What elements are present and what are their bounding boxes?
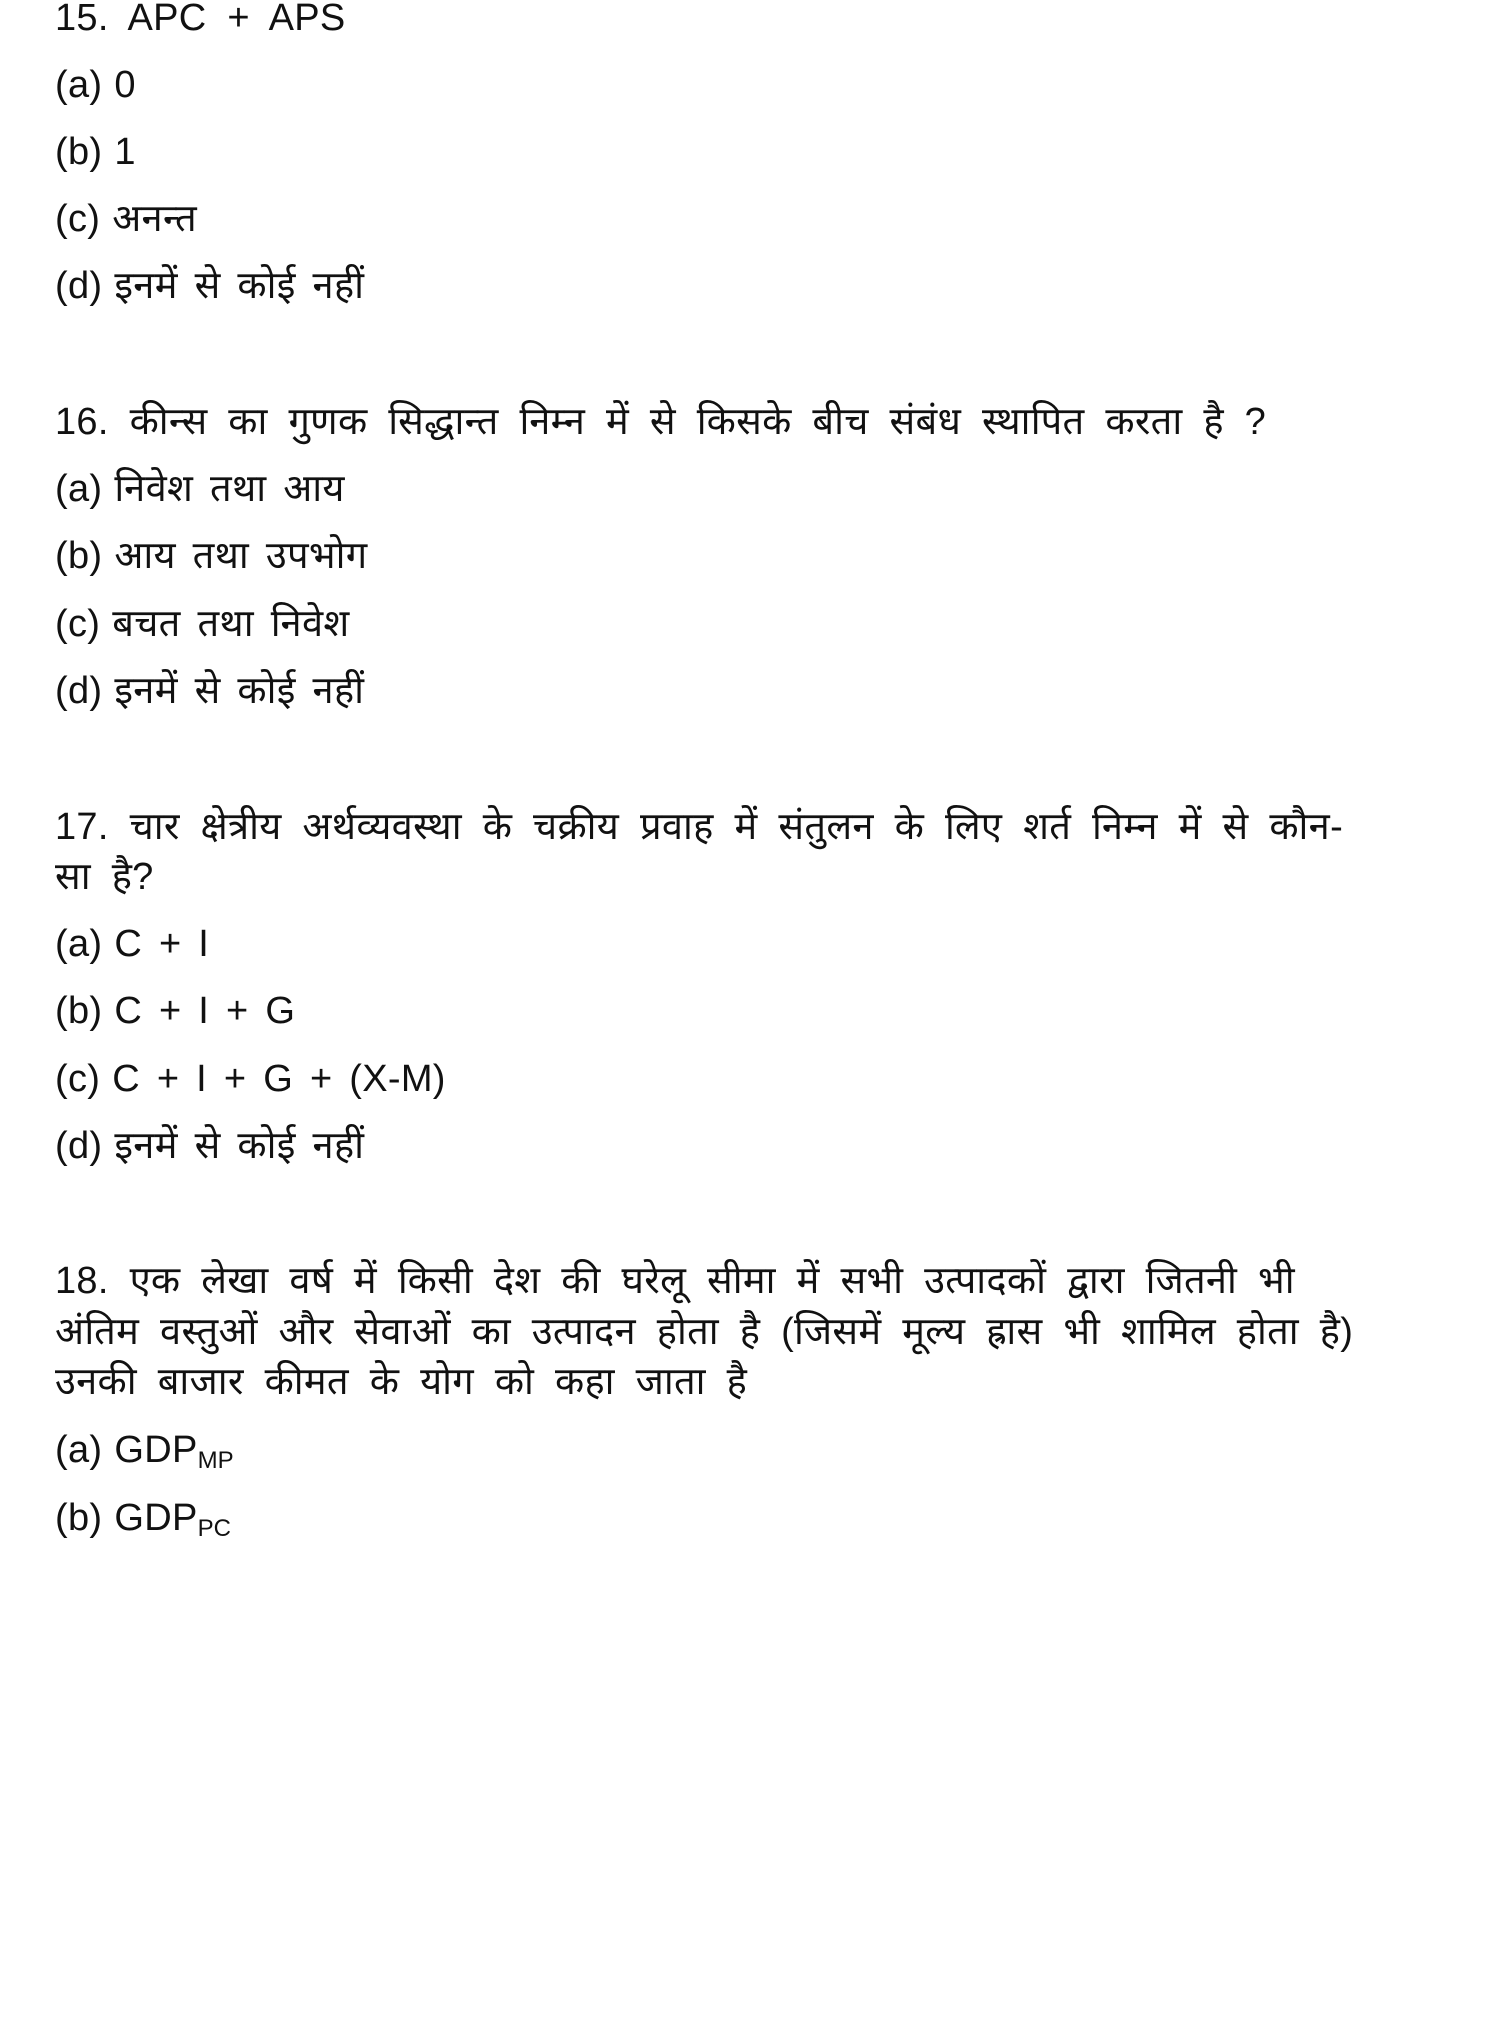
option-text: आय तथा उपभोग <box>114 535 368 577</box>
option-b[interactable] <box>55 130 136 174</box>
option-a[interactable] <box>55 467 345 511</box>
option-c[interactable] <box>55 602 350 646</box>
option-text: 0 <box>114 64 136 106</box>
question-text-line-1: 17. चार क्षेत्रीय अर्थव्यवस्था के चक्रीय प्रवाह में संतुलन के लिए शर्त निम्न में से कौन- <box>55 806 1344 848</box>
question-text: 16. कीन्स का गुणक सिद्धान्त निम्न में से किसके बीच संबंध स्थापित करता है ? <box>55 401 1267 443</box>
option-text: 1 <box>114 131 136 173</box>
option-b[interactable] <box>55 1496 231 1551</box>
option-label: (b) <box>55 131 103 173</box>
option-label: (c) <box>55 198 101 240</box>
option-text: अनन्त <box>112 198 197 240</box>
option-text: C + I + G <box>114 990 296 1032</box>
option-text: C + I <box>114 923 210 965</box>
option-label: (b) <box>55 535 103 577</box>
question-text-line-2: अंतिम वस्तुओं और सेवाओं का उत्पादन होता है (जिसमें मूल्य ह्रास भी शामिल होता है) <box>55 1311 1354 1353</box>
option-label: (b) <box>55 1497 103 1539</box>
option-text: बचत तथा निवेश <box>112 603 350 645</box>
option-label: (c) <box>55 1058 101 1100</box>
option-label: (a) <box>55 64 103 106</box>
option-text: C + I + G + (X-M) <box>112 1058 446 1100</box>
option-b[interactable] <box>55 534 367 578</box>
question-text-line-1: 18. एक लेखा वर्ष में किसी देश की घरेलू सीमा में सभी उत्पादकों द्वारा जितनी भी <box>55 1260 1295 1302</box>
question-text-line-3: उनकी बाजार कीमत के योग को कहा जाता है <box>55 1361 748 1403</box>
option-text: GDP <box>114 1429 198 1471</box>
option-a[interactable] <box>55 922 209 966</box>
option-d[interactable] <box>55 669 364 713</box>
option-text: इनमें से कोई नहीं <box>114 670 365 712</box>
option-a[interactable] <box>55 63 136 107</box>
option-label: (a) <box>55 1429 103 1471</box>
option-text: इनमें से कोई नहीं <box>114 265 365 307</box>
option-b[interactable] <box>55 989 295 1033</box>
option-label: (d) <box>55 1125 103 1167</box>
option-subscript: PC <box>197 1515 231 1542</box>
option-c[interactable] <box>55 197 197 241</box>
option-d[interactable] <box>55 264 364 308</box>
option-label: (d) <box>55 670 103 712</box>
option-text: इनमें से कोई नहीं <box>114 1125 365 1167</box>
option-a[interactable] <box>55 1428 234 1483</box>
option-label: (a) <box>55 468 103 510</box>
option-subscript: MP <box>197 1447 234 1474</box>
option-label: (c) <box>55 603 101 645</box>
option-text: निवेश तथा आय <box>114 468 345 510</box>
option-label: (a) <box>55 923 103 965</box>
option-d[interactable] <box>55 1124 364 1168</box>
option-c[interactable] <box>55 1057 446 1101</box>
question-text-line-2: सा है? <box>55 856 154 898</box>
option-label: (b) <box>55 990 103 1032</box>
option-text: GDP <box>114 1497 198 1539</box>
question-text: 15. APC + APS <box>55 0 346 39</box>
option-label: (d) <box>55 265 103 307</box>
